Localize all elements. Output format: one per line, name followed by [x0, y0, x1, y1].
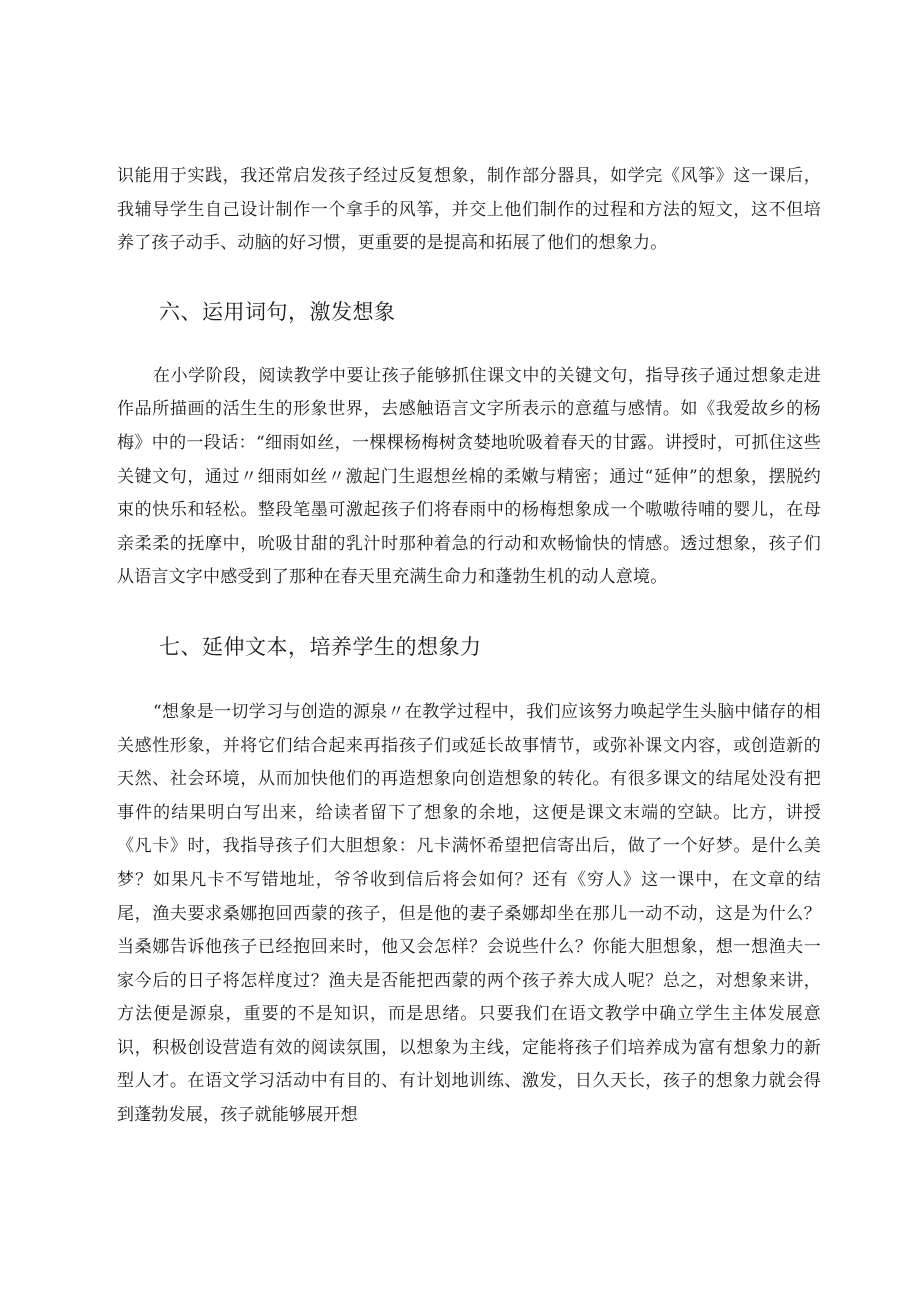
section-7-paragraph: “想象是一切学习与创造的源泉〃在教学过程中，我们应该努力唤起学生头脑中储存的相关感性形象，并将它们结合起来再指孩子们或延长故事情节，或弥补课文内容，或创造新的天然、社会环境，从而加快他们的再造想象向创造想象的转化。有很多课文的结尾处没有把事件的结果明白写出来，给读者留下了想象的余地，这便是课文末端的空缺。比方，讲授《凡卡》时，我指导孩子们大胆想象：凡卡满怀希望把信寄出后，做了一个好梦。是什么美梦？如果凡卡不写错地址，爷爷收到信后将会如何？还有《穷人》这一课中，在文章的结尾，渔夫要求桑娜抱回西蒙的孩子，但是他的妻子桑娜却坐在那儿一动不动，这是为什么？当桑娜告诉他孩子已经抱回来时，他又会怎样？会说些什么？你能大胆想象，想一想渔夫一家今后的日子将怎样度过？渔夫是否能把西蒙的两个孩子养大成人呢？总之，对想象来讲，方法便是源泉，重要的不是知识，而是思绪。只要我们在语文教学中确立学生主体发展意识，积极创设营造有效的阅读氛围，以想象为主线，定能将孩子们培养成为富有想象力的新型人才。在语文学习活动中有目的、有计划地训练、激发，日久天长，孩子的想象力就会得到蓬勃发展，孩子就能够展开想: [117, 701, 821, 1126]
section-7-heading: 七、延伸文本，培养学生的想象力: [159, 634, 482, 659]
section-6-heading: 六、运用词句，激发想象: [159, 299, 396, 324]
continued-paragraph: 识能用于实践，我还常启发孩子经过反复想象，制作部分器具，如学完《风筝》这一课后，我辅导学生自己设计制作一个拿手的风筝，并交上他们制作的过程和方法的短文，这不但培养了孩子动手、动脑的好习惯，更重要的是提高和拓展了他们的想象力。: [117, 166, 821, 254]
section-6-paragraph: 在小学阶段，阅读教学中要让孩子能够抓住课文中的关键文句，指导孩子通过想象走进作品所描画的活生生的形象世界，去感触语言文字所表示的意蕴与感情。如《我爱故乡的杨梅》中的一段话：“细雨如丝，一棵棵杨梅树贪婪地吮吸着春天的甘露。讲授时，可抓住这些关键文句，通过〃细雨如丝〃激起门生遐想丝棉的柔嫩与精密；通过“延伸”的想象，摆脱约束的快乐和轻松。整段笔墨可激起孩子们将春雨中的杨梅想象成一个嗷嗷待哺的婴儿，在母亲柔柔的抚摩中，吮吸甘甜的乳汁时那种着急的行动和欢畅愉快的情感。透过想象，孩子们从语言文字中感受到了那种在春天里充满生命力和蓬勃生机的动人意境。: [117, 365, 821, 588]
